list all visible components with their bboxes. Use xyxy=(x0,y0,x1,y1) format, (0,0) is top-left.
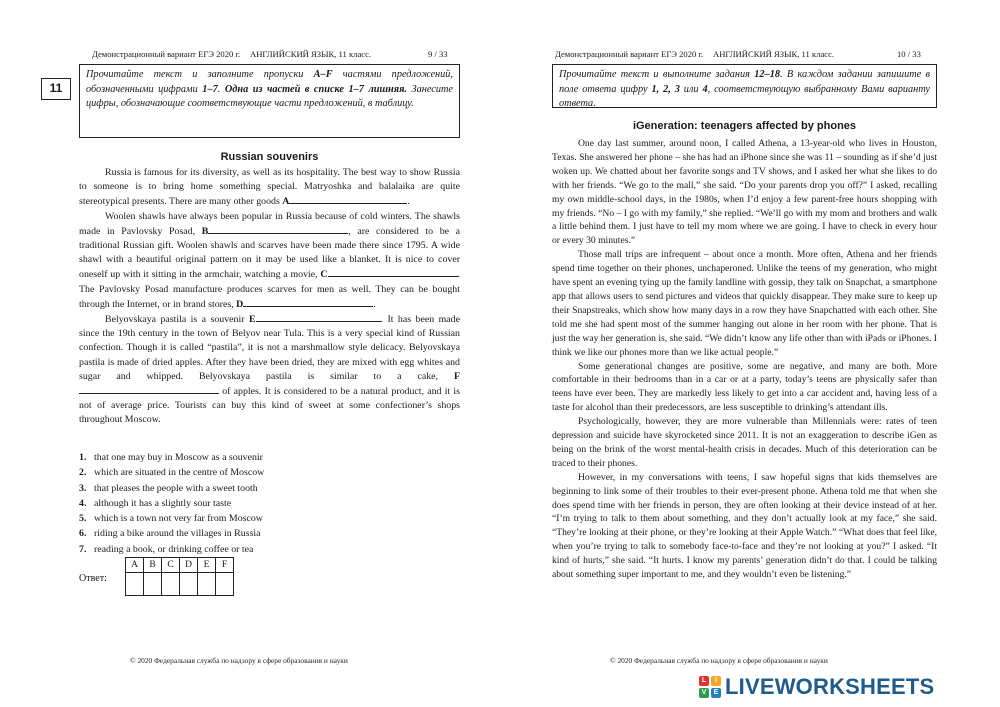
option-number: 3. xyxy=(79,482,87,494)
paragraph-text: . xyxy=(407,196,410,208)
answer-header-row xyxy=(126,558,234,573)
gap-label-a: A xyxy=(282,196,290,208)
right-page xyxy=(500,0,1000,707)
option-number: 6. xyxy=(79,528,87,540)
gap-label-c: C xyxy=(320,269,328,281)
left-running-header xyxy=(92,49,470,59)
answer-input-row xyxy=(126,573,234,596)
right-header-source: Демонстрационный вариант ЕГЭ 2020 г. xyxy=(555,49,704,59)
option-item xyxy=(79,465,409,480)
instruction-bold: 1, 2, 3 xyxy=(651,83,680,95)
option-item xyxy=(79,481,409,496)
igen-paragraph: However, in my conversations with teens, I saw hopeful signs that kids themselves are beginning to link some of their troubles to their ever-present phone. Athena told me that when she does spend time with her friends in person, they are often looking at their device instead of at her. “I’m trying to talk to them about something, and they don’t actually look at my face,” she said. “They’re looking at their phone, or they’re looking at their Apple Watch.” “What does that feel like, when you’re trying to talk to somebody face-to-face and they’re not looking at you?” I asked. “It kind of hurts,” she said. “It hurts. I know my parents’ generation didn’t do that. I could be talking about something super important to me, and they wouldn’t even be listening.” xyxy=(552,471,937,581)
option-number: 1. xyxy=(79,452,87,463)
paragraph-text: Russia is famous for its diversity, as well as its hospitality. The best way to show Russia to someone is to bring home something special. Matryoshka and balalaika are quite stereotypical presents. There are many other goods xyxy=(79,167,460,208)
instruction-bold: 4 xyxy=(702,83,708,95)
right-header-subject: АНГЛИЙСКИЙ ЯЗЫК, 11 класс. xyxy=(713,49,835,59)
answer-col-b: B xyxy=(144,558,162,573)
answer-cell-e[interactable] xyxy=(198,573,216,596)
option-number: 2. xyxy=(79,467,87,479)
answer-table xyxy=(125,557,234,596)
right-header-page-number: 10 / 33 xyxy=(897,49,921,59)
paragraph-text: . The Pavlovsky Posad manufacture produces scarves for men as well. They can be bought through the Internet, or in brand stores, xyxy=(79,269,460,310)
option-item xyxy=(79,511,409,526)
russian-souvenirs-text xyxy=(79,166,460,428)
igeneration-text xyxy=(552,137,937,582)
gap-label-f: F xyxy=(453,370,460,382)
liveworksheets-wordmark: LIVEWORKSHEETS xyxy=(725,674,935,699)
instruction-text: . xyxy=(217,83,225,95)
paragraph-text: of apples. It is considered to be a natural product, and it is not of average price. Tourists can buy this kind of sweet at some confectioner’s shops throughout Moscow. xyxy=(79,386,460,426)
option-text: that pleases the people with a sweet tooth xyxy=(94,482,258,494)
igen-paragraph: Those mall trips are infrequent – about once a month. More often, Athena and her friends spend time together on their phones, unchaperoned. Unlike the teens of my generation, who might have spent an evening tying up the family landline with gossip, they talk on Snapchat, a smartphone app that allows users to send pictures and videos that quickly disappear. They make sure to keep up their Snapstreaks, which show how many days in a row they have Snapchatted with each other. She told me she had spent most of the summer hanging out alone in her room with her phone. That is just the way her generation is, she said. “We didn’t know any life other than with iPads or iPhones. I think we like our phones more than we like actual people.” xyxy=(552,249,937,358)
option-item xyxy=(79,526,409,541)
answer-label: Ответ: xyxy=(79,573,107,584)
task-11-instructions xyxy=(79,64,460,138)
answer-cell-d[interactable] xyxy=(180,573,198,596)
paragraph-1 xyxy=(79,166,460,210)
instruction-text: частями предложений, обозначенными цифрами xyxy=(86,69,453,95)
gap-a-blank[interactable] xyxy=(289,194,407,204)
instruction-bold: A–F xyxy=(313,69,333,80)
paragraph-2 xyxy=(79,210,460,312)
sentence-parts-list xyxy=(79,450,409,557)
right-running-header xyxy=(555,49,940,59)
left-header-page-number: 9 / 33 xyxy=(428,49,448,59)
instruction-text: Прочитайте текст и заполните пропуски xyxy=(86,69,314,80)
paragraph-text: , are considered to be a traditional Russian gift. Woolen shawls and scarves have been made there since 1795. A wide shawl with a beautiful original pattern on it may be used like a blanket. It is nice to cover oneself up with it sitting in the armchair, watching a movie, xyxy=(79,225,460,281)
right-footer: © 2020 Федеральная служба по надзору в сфере образования и науки xyxy=(610,656,828,665)
option-number: 4. xyxy=(79,497,87,509)
option-text: although it has a slightly sour taste xyxy=(94,497,232,509)
option-text: which is a town not very far from Moscow xyxy=(94,513,263,525)
answer-col-a: A xyxy=(126,558,144,573)
right-text-title: iGeneration: teenagers affected by phones xyxy=(632,120,857,132)
paragraph-text: Woolen shawls have always been popular in Russia because of cold winters. The shawls made in Pavlovsky Posad, xyxy=(79,210,460,237)
instruction-bold: 12–18 xyxy=(754,69,781,80)
answer-col-e: E xyxy=(198,558,216,573)
instruction-bold: 1–7 xyxy=(202,83,218,95)
instruction-text: или xyxy=(679,83,703,95)
left-text-title: Russian souvenirs xyxy=(220,151,319,163)
left-header-source: Демонстрационный вариант ЕГЭ 2020 г. xyxy=(92,49,241,59)
paragraph-3 xyxy=(79,312,460,428)
task-12-18-instructions xyxy=(552,64,937,108)
gap-d-blank[interactable] xyxy=(243,297,373,307)
instruction-text: Прочитайте текст и выполните задания xyxy=(559,69,755,80)
igen-paragraph: Psychologically, however, they are more vulnerable than Millennials were: rates of teen depression and suicide have skyrocketed since 2011. It is not an exaggeration to describe iGen as being on the brink of the worst mental-health crisis in decades. Much of this deterioration can be traced to their phones. xyxy=(552,416,937,469)
paragraph-text: Belyovskaya pastila is a souvenir xyxy=(105,314,249,326)
answer-cell-c[interactable] xyxy=(162,573,180,596)
answer-cell-b[interactable] xyxy=(144,573,162,596)
gap-c-blank[interactable] xyxy=(328,267,458,277)
gap-label-d: D xyxy=(236,298,244,310)
option-number: 5. xyxy=(79,513,87,525)
gap-b-blank[interactable] xyxy=(208,224,348,234)
left-footer: © 2020 Федеральная служба по надзору в сфере образования и науки xyxy=(130,656,348,665)
logo-square-i: I xyxy=(711,676,721,686)
instruction-bold: Одна из частей в списке 1–7 лишняя. xyxy=(224,83,407,95)
gap-label-e: E xyxy=(248,314,256,326)
instruction-text: Занесите цифры, обозначающие соответствующие части предложений, в таблицу. xyxy=(86,83,453,110)
option-item xyxy=(79,496,409,511)
instruction-text: . В каждом задании запишите в поле ответа цифру xyxy=(559,69,930,95)
paragraph-text: . xyxy=(373,298,376,310)
gap-f-blank[interactable] xyxy=(79,384,219,394)
gap-label-b: B xyxy=(201,225,209,237)
task-number-badge: 11 xyxy=(41,78,71,100)
instruction-text: , соответствующую выбранному Вами варианту ответа. xyxy=(559,83,930,110)
igen-paragraph: One day last summer, around noon, I called Athena, a 13-year-old who lives in Houston, Texas. She answered her phone – she has had an iPhone since she was 11 – sounding as if she’d just woken up. We chatted about her favorite songs and TV shows, and I asked her what she likes to do with her friends. “We go to the mall,” she said. “Do your parents drop you off?” I asked, recalling my own middle-school days, in the 1980s, when I’d enjoy a few parent-free hours shopping with my friends. “No – I go with my family,” she replied. “We’ll go with my mom and brothers and walk a little behind them. I just have to tell my mom where we are going. I have to check in every hour or every 30 minutes.” xyxy=(552,138,937,247)
answer-cell-f[interactable] xyxy=(216,573,234,596)
gap-e-blank[interactable] xyxy=(256,312,381,322)
option-text: reading a book, or drinking coffee or tea xyxy=(94,543,254,555)
option-text: that one may buy in Moscow as a souvenir xyxy=(94,452,263,463)
left-header-subject: АНГЛИЙСКИЙ ЯЗЫК, 11 класс. xyxy=(250,49,372,59)
option-number: 7. xyxy=(79,543,87,555)
paragraph-text: . It has been made since the 19th century in the town of Belyov near Tula. This is a very special kind of Russian confection. Though it is called “pastila”, it is not a marshmallow style delicacy. Belyovskaya pastila is made of dried apples. After they have been dried, they are mixed with egg whites and sugar and whipped. Belyovskaya pastila is similar to a cake, xyxy=(79,314,460,382)
option-item xyxy=(79,450,409,465)
liveworksheets-icon xyxy=(699,676,721,698)
liveworksheets-logo xyxy=(699,672,934,702)
option-text: riding a bike around the villages in Russia xyxy=(94,528,261,540)
igen-paragraph: Some generational changes are positive, some are negative, and many are both. More comfortable in their bedrooms than in a car or at a party, today’s teens are physically safer than teens have ever been. They are markedly less likely to get into a car accident and, having less of a taste for alcohol than their predecessors, are less susceptible to drinking’s attendant ills. xyxy=(552,360,937,414)
answer-col-f: F xyxy=(216,558,234,573)
answer-cell-a[interactable] xyxy=(126,573,144,596)
option-item xyxy=(79,542,409,557)
logo-square-v: V xyxy=(699,688,709,698)
logo-square-e: E xyxy=(711,688,721,698)
option-text: which are situated in the centre of Moscow xyxy=(94,467,265,479)
answer-col-d: D xyxy=(180,558,198,573)
logo-square-l: L xyxy=(699,676,709,686)
answer-col-c: C xyxy=(162,558,180,573)
